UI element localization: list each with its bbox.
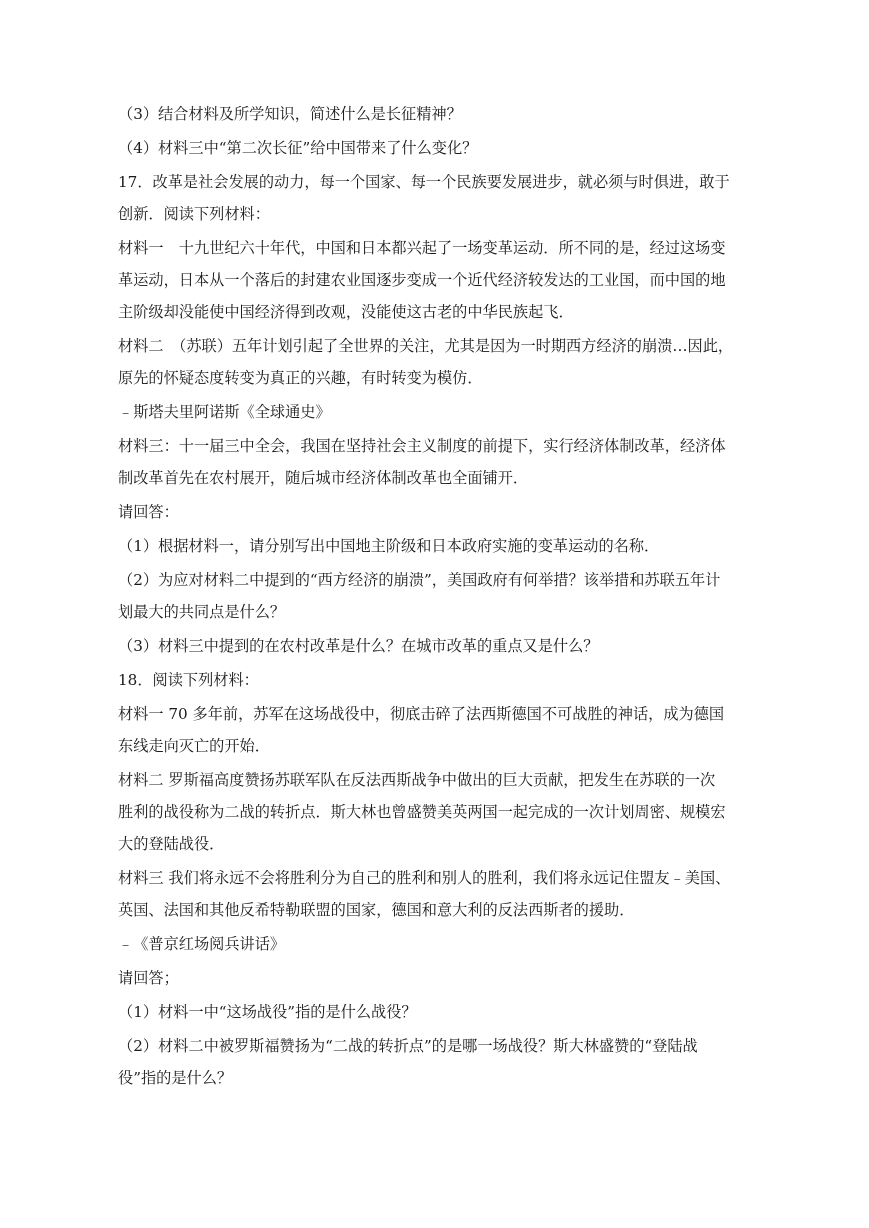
q17-material-3-line2: 制改革首先在农村展开，随后城市经济体制改革也全面铺开． [118, 469, 529, 487]
q17-material-1-line3: 主阶级却没能使中国经济得到改观，没能使这古老的中华民族起飞． [118, 303, 574, 321]
q18-material-1-line2: 东线走向灭亡的开始． [118, 737, 270, 755]
question-17-intro-line1: 17．改革是社会发展的动力，每一个国家、每一个民族要发展进步，就必须与时俱进，敢于 [118, 173, 730, 191]
q18-please-answer: 请回答； [118, 969, 179, 987]
q17-subquestion-1: （1）根据材料一，请分别写出中国地主阶级和日本政府实施的变革运动的名称． [118, 537, 660, 555]
question-18-intro: 18．阅读下列材料： [118, 671, 259, 689]
question-16-3: （3）结合材料及所学知识，简述什么是长征精神？ [118, 105, 462, 123]
q18-subquestion-2-line2: 役”指的是什么？ [118, 1069, 233, 1087]
document-page [118, 104, 758, 1088]
question-17-intro-line2: 创新．阅读下列材料： [118, 205, 270, 223]
q18-subquestion-2-line1: （2）材料二中被罗斯福赞扬为“二战的转折点”的是哪一场战役？斯大林盛赞的“登陆战 [118, 1037, 698, 1055]
q17-material-2-line2: 原先的怀疑态度转变为真正的兴趣，有时转变为模仿． [118, 369, 483, 387]
q18-material-3-source: ﹣《普京红场阅兵讲话》 [118, 935, 286, 953]
q17-material-1-line1: 材料一 十九世纪六十年代，中国和日本都兴起了一场变革运动．所不同的是，经过这场变 [118, 239, 726, 257]
q17-subquestion-3: （3）材料三中提到的在农村改革是什么？在城市改革的重点又是什么？ [118, 637, 599, 655]
question-16-4: （4）材料三中“第二次长征”给中国带来了什么变化？ [118, 139, 478, 157]
q18-material-3-line1: 材料三 我们将永远不会将胜利分为自己的胜利和别人的胜利，我们将永远记住盟友﹣美国、 [118, 869, 731, 887]
q17-please-answer: 请回答： [118, 503, 179, 521]
q17-subquestion-2-line1: （2）为应对材料二中提到的“西方经济的崩溃”，美国政府有何举措？该举措和苏联五年计 [118, 571, 721, 589]
q18-subquestion-1: （1）材料一中“这场战役”指的是什么战役？ [118, 1003, 417, 1021]
q18-material-3-line2: 英国、法国和其他反希特勒联盟的国家，德国和意大利的反法西斯者的援助． [118, 901, 635, 919]
q17-material-1-line2: 革运动，日本从一个落后的封建农业国逐步变成一个近代经济较发达的工业国，而中国的地 [118, 271, 726, 289]
q17-material-2-source: ﹣斯塔夫里阿诺斯《全球通史》 [118, 403, 331, 421]
q18-material-2-line3: 大的登陆战役． [118, 835, 225, 853]
q17-material-3-line1: 材料三：十一届三中全会，我国在坚持社会主义制度的前提下，实行经济体制改革，经济体 [118, 437, 726, 455]
q18-material-1-line1: 材料一 70 多年前，苏军在这场战役中，彻底击碎了法西斯德国不可战胜的神话，成为德国 [118, 705, 725, 723]
q17-subquestion-2-line2: 划最大的共同点是什么？ [118, 603, 286, 621]
q17-material-2-line1: 材料二 （苏联）五年计划引起了全世界的关注，尤其是因为一时期西方经济的崩溃…因此， [118, 337, 734, 355]
q18-material-2-line1: 材料二 罗斯福高度赞扬苏联军队在反法西斯战争中做出的巨大贡献，把发生在苏联的一次 [118, 771, 716, 789]
q18-material-2-line2: 胜利的战役称为二战的转折点．斯大林也曾盛赞美英两国一起完成的一次计划周密、规模宏 [118, 803, 726, 821]
